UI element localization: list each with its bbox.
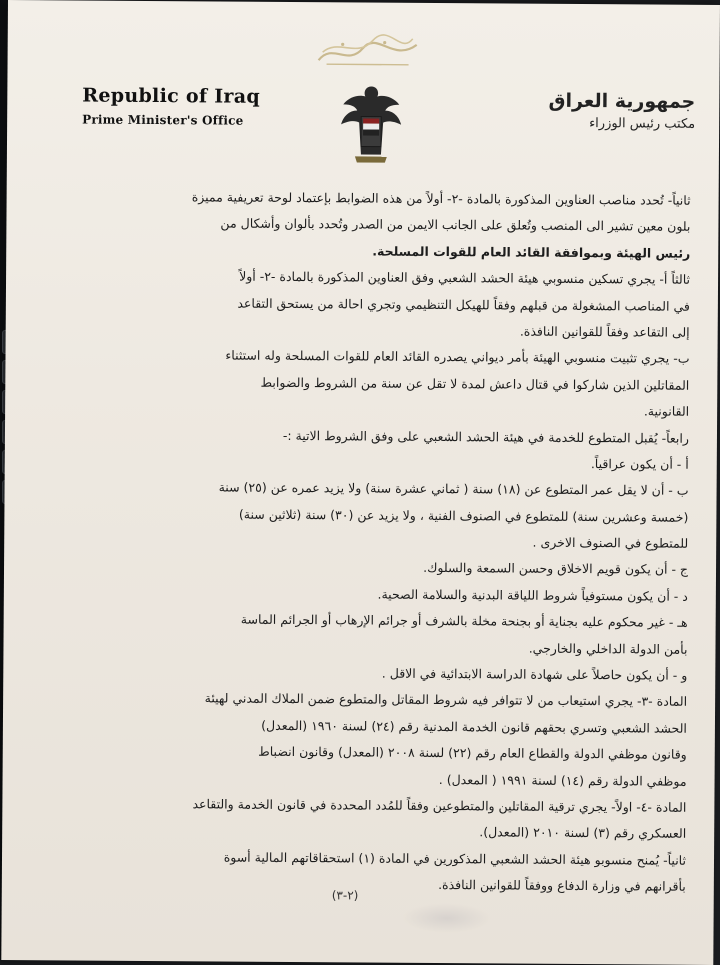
text-line: بلون معين تشير الى المنصب وتُعلق على الجانب الايمن من الصدر وتُحدد بألوان وأشكال من bbox=[220, 215, 691, 235]
text-line: وقانون موظفي الدولة والقطاع العام رقم (٢٢) لسنة ٢٠٠٨ (المعدل) وقانون انضباط bbox=[258, 743, 687, 762]
text-line: ثانياً- يُمنح منسوبو هيئة الحشد الشعبي المذكورين في المادة (١) استحقاقاتهم المالية أسوة bbox=[223, 849, 687, 868]
text-line: (خمسة وعشرين سنة) للمتطوع في الصنوف الفنية ، ولا يزيد عن (٣٠) سنة (ثلاثين سنة) bbox=[238, 506, 689, 525]
arabic-letterhead bbox=[548, 90, 695, 132]
english-letterhead bbox=[82, 85, 260, 128]
text-line: رئيس الهيئة وبموافقة القائد العام للقوات المسلحة. bbox=[372, 243, 691, 261]
text-line: ثانياً- تُحدد مناصب العناوين المذكورة بالمادة -٢- أولاً من هذه الضوابط بإعتماد لوحة تعريفية مميزة bbox=[191, 189, 691, 208]
text-line: موظفي الدولة رقم (١٤) لسنة ١٩٩١ ( المعدل) . bbox=[438, 771, 687, 789]
document-body bbox=[48, 183, 691, 903]
text-line: المادة -٣- يجري استيعاب من لا تتوافر فيه شروط المقاتل والمتطوع ضمن الملاك المدني لهيئة bbox=[204, 690, 688, 710]
text-line: و - أن يكون حاصلاً على شهادة الدراسة الابتدائية في الاقل . bbox=[381, 665, 688, 683]
text-line: ثالثاً أ- يجري تسكين منسوبي هيئة الحشد الشعبي وفق العناوين المذكورة بالمادة -٢- أولاً bbox=[239, 268, 691, 287]
document-page bbox=[1, 0, 720, 965]
arabic-title: جمهورية العراق bbox=[548, 89, 696, 113]
english-subtitle: Prime Minister's Office bbox=[82, 112, 244, 128]
text-line: الحشد الشعبي وتسري بحقهم قانون الخدمة المدنية رقم (٢٤) لسنة ١٩٦٠ (المعدل) bbox=[261, 717, 687, 736]
text-line: هـ - غير محكوم عليه بجناية أو بجنحة مخلة بالشرف أو جرائم الإرهاب أو الجرائم الماسة bbox=[240, 611, 688, 631]
text-line: د - أن يكون مستوفياً شروط اللياقة البدنية والسلامة الصحية. bbox=[377, 586, 688, 604]
text-line: رابعاً- يُقبل المتطوع للخدمة في هيئة الحشد الشعبي على وفق الشروط الاتية :- bbox=[282, 427, 690, 446]
text-line: بأقرانهم في وزارة الدفاع ووفقاً للقوانين النافذة. bbox=[438, 877, 686, 894]
text-line: في المناصب المشغولة من قبلهم وفقاً للهيكل التنظيمي وتجري احالة من يستحق التقاعد bbox=[237, 295, 690, 314]
english-title: Republic of Iraq bbox=[82, 84, 261, 108]
text-line: العسكري رقم (٣) لسنة ٢٠١٠ (المعدل). bbox=[479, 824, 687, 842]
text-line: ب - أن لا يقل عمر المتطوع عن (١٨) سنة ( ثماني عشرة سنة) ولا يزيد عمره عن (٢٥) سنة bbox=[218, 479, 689, 499]
text-line: المقاتلين الذين شاركوا في قتال داعش لمدة لا تقل عن سنة من الشروط والضوابط bbox=[260, 374, 690, 393]
arabic-subtitle: مكتب رئيس الوزراء bbox=[589, 116, 696, 132]
text-line: إلى التقاعد وفقاً للقوانين النافذة. bbox=[519, 323, 690, 340]
coat-of-arms-eagle-icon bbox=[339, 82, 404, 164]
text-line: أ - أن يكون عراقياً. bbox=[590, 455, 689, 472]
basmala-calligraphy-icon bbox=[313, 32, 423, 71]
text-line: للمتطوع في الصنوف الاخرى . bbox=[532, 534, 689, 551]
text-line: المادة -٤- اولاً- يجري ترقية المقاتلين والمتطوعين وفقاً للمُدد المحددة في قانون الخدمة والتقاعد bbox=[192, 796, 687, 815]
text-line: القانونية. bbox=[643, 403, 690, 419]
page-number: (٢-٣) bbox=[331, 888, 359, 903]
text-line: بأمن الدولة الداخلي والخارجي. bbox=[528, 640, 688, 657]
text-line: ج - أن يكون قويم الاخلاق وحسن السمعة والسلوك. bbox=[423, 560, 689, 578]
text-line: ب- يجري تثبيت منسوبي الهيئة بأمر ديواني يصدره القائد العام للقوات المسلحة وله استثناء bbox=[225, 347, 690, 367]
ink-smudge bbox=[401, 903, 491, 934]
